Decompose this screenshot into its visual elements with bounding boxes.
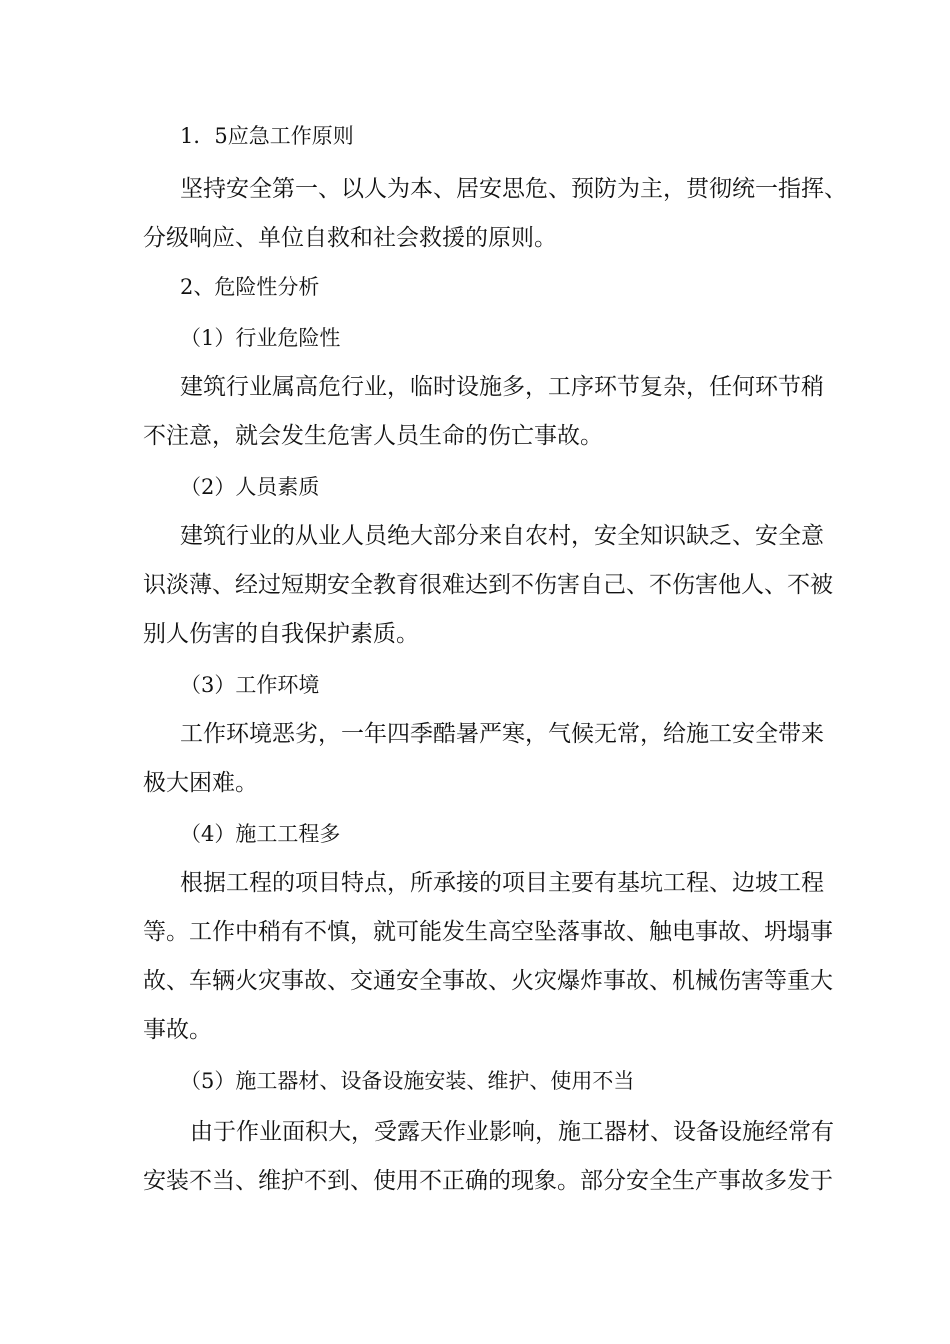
paragraph-line: 别人伤害的自我保护素质。 [143,621,419,647]
paragraph-line: 建筑行业属高危行业，临时设施多，工序环节复杂，任何环节稍 [180,374,824,400]
paragraph-line: 极大困难。 [143,770,258,796]
paragraph-line: 识淡薄、经过短期安全教育很难达到不伤害自己、不伤害他人、不被 [143,572,833,598]
subheading-equipment-misuse: （5）施工器材、设备设施安装、维护、使用不当 [180,1069,635,1093]
paragraph-line: 坚持安全第一、以人为本、居安思危、预防为主，贯彻统一指挥、 [180,176,847,202]
paragraph-line: 根据工程的项目特点，所承接的项目主要有基坑工程、边坡工程 [180,870,824,896]
subheading-many-projects: （4）施工工程多 [180,822,341,846]
paragraph-line: 安装不当、维护不到、使用不正确的现象。部分安全生产事故多发于 [143,1168,833,1194]
paragraph-line: 不注意，就会发生危害人员生命的伤亡事故。 [143,423,603,449]
paragraph-line: 建筑行业的从业人员绝大部分来自农村，安全知识缺乏、安全意 [180,523,824,549]
subheading-industry-risk: （1）行业危险性 [180,326,341,350]
paragraph-line: 故、车辆火灾事故、交通安全事故、火灾爆炸事故、机械伤害等重大 [143,968,833,994]
paragraph-line: 由于作业面积大，受露天作业影响，施工器材、设备设施经常有 [190,1119,834,1145]
paragraph-line: 等。工作中稍有不慎，就可能发生高空坠落事故、触电事故、坍塌事 [143,919,833,945]
section-heading-1-5: 1．5应急工作原则 [180,124,354,148]
subheading-personnel-quality: （2）人员素质 [180,475,320,499]
paragraph-line: 工作环境恶劣，一年四季酷暑严寒，气候无常，给施工安全带来 [180,721,824,747]
subheading-work-environment: （3）工作环境 [180,673,320,697]
section-heading-2: 2、危险性分析 [180,275,320,299]
paragraph-line: 事故。 [143,1017,212,1043]
paragraph-line: 分级响应、单位自救和社会救援的原则。 [143,225,557,251]
